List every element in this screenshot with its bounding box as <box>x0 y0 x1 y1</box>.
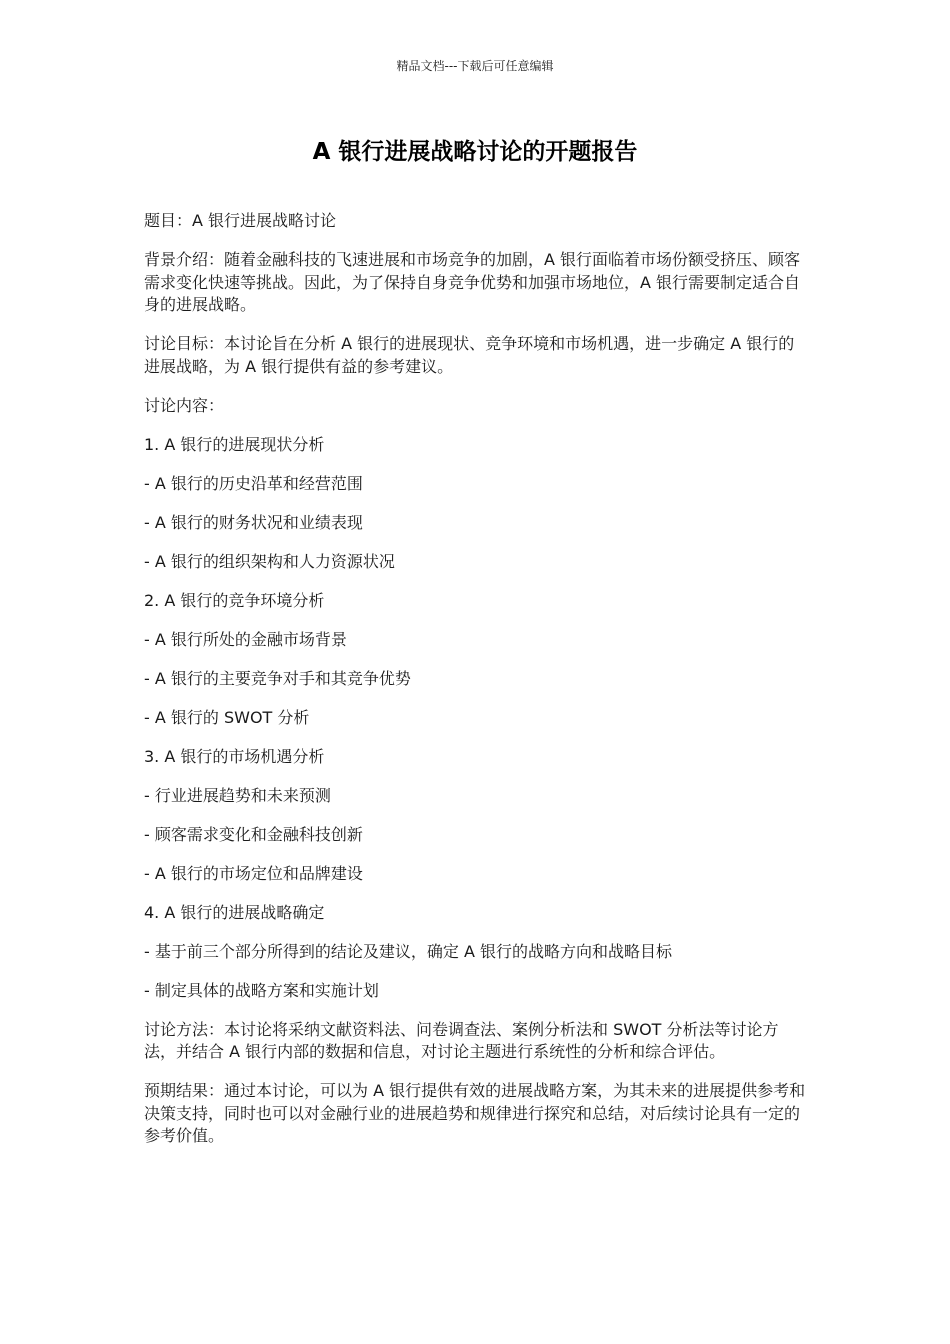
header-note: 精品文档---下载后可任意编辑 <box>396 59 554 73</box>
list-item: - A 银行的历史沿革和经营范围 <box>144 473 363 493</box>
list-item: - 行业进展趋势和未来预测 <box>144 785 331 805</box>
list-item-section-4: 4. A 银行的进展战略确定 <box>144 902 325 922</box>
list-item: - 制定具体的战略方案和实施计划 <box>144 980 379 1000</box>
paragraph-background: 背景介绍：随着金融科技的飞速进展和市场竞争的加剧，A 银行面临着市场份额受挤压、顾客需求变化快速等挑战。因此，为了保持自身竞争优势和加强市场地位，A 银行需要制定适合自身的进展战略。 <box>144 250 801 314</box>
list-item: - 基于前三个部分所得到的结论及建议，确定 A 银行的战略方向和战略目标 <box>144 941 672 961</box>
list-item-section-2: 2. A 银行的竞争环境分析 <box>144 590 325 610</box>
document-title: A 银行进展战略讨论的开题报告 <box>312 139 638 165</box>
paragraph-topic: 题目：A 银行进展战略讨论 <box>144 211 337 230</box>
list-item: - 顾客需求变化和金融科技创新 <box>144 824 363 844</box>
paragraph-method: 讨论方法：本讨论将采纳文献资料法、问卷调查法、案例分析法和 SWOT 分析法等讨论方法，并结合 A 银行内部的数据和信息，对讨论主题进行系统性的分析和综合评估。 <box>144 1019 779 1061</box>
list-item: - A 银行的 SWOT 分析 <box>144 707 310 727</box>
list-item-section-1: 1. A 银行的进展现状分析 <box>144 434 325 454</box>
list-item: - A 银行的市场定位和品牌建设 <box>144 863 363 883</box>
paragraph-expected-result: 预期结果：通过本讨论，可以为 A 银行提供有效的进展战略方案，为其未来的进展提供参考和决策支持，同时也可以对金融行业的进展趋势和规律进行探究和总结，对后续讨论具有一定的参考价值。 <box>144 1081 806 1145</box>
list-item: - A 银行的组织架构和人力资源状况 <box>144 551 395 571</box>
list-item: - A 银行的主要竞争对手和其竞争优势 <box>144 668 411 688</box>
paragraph-content-heading: 讨论内容： <box>144 395 225 415</box>
document-body <box>144 210 808 1164</box>
paragraph-objective: 讨论目标：本讨论旨在分析 A 银行的进展现状、竞争环境和市场机遇，进一步确定 A 银行的进展战略，为 A 银行提供有益的参考建议。 <box>144 334 795 376</box>
list-item: - A 银行所处的金融市场背景 <box>144 629 347 649</box>
list-item: - A 银行的财务状况和业绩表现 <box>144 512 363 532</box>
list-item-section-3: 3. A 银行的市场机遇分析 <box>144 746 325 766</box>
